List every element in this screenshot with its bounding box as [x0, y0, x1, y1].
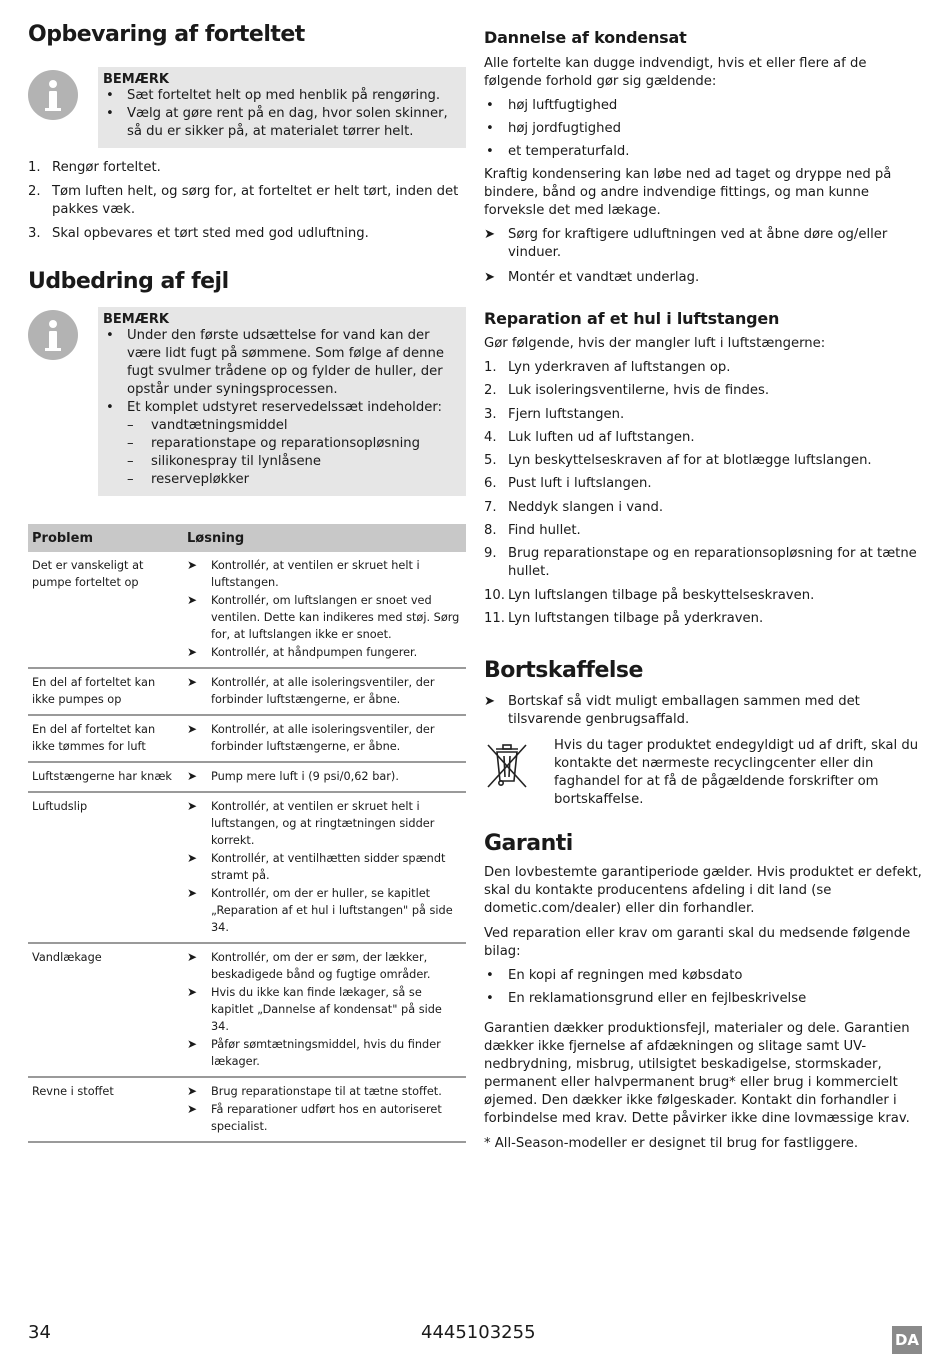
arrow-right-icon: ➤ [187, 886, 198, 900]
repair-step: 2. Luk isoleringsventilerne, hvis de findes. [484, 383, 770, 399]
list-item: • En reklamationsgrund eller en fejlbeskrivelse [484, 990, 924, 1008]
warranty-p2: Ved reparation eller krav om garanti skal du medsende følgende bilag: [484, 925, 911, 959]
solution-item: ➤ Kontrollér, at håndpumpen fungerer. [187, 645, 418, 659]
arrow-right-icon: ➤ [187, 799, 198, 813]
troubleshooting-note-box [98, 307, 466, 496]
solution-item: ➤ Kontrollér, om der er huller, se kapitlet „Reparation af et hul i luftstangen" på side 34. [187, 886, 453, 934]
right-column [484, 28, 924, 1153]
solution-cell [183, 792, 466, 943]
language-badge: DA [892, 1326, 922, 1354]
header-problem: Problem [28, 524, 183, 552]
list-item: • høj jordfugtighed [484, 120, 924, 138]
repair-step: 6. Pust luft i luftslangen. [484, 476, 652, 492]
arrow-right-icon: ➤ [187, 1084, 198, 1098]
repair-step: 11. Lyn luftstangen tilbage på yderkraven. [484, 610, 764, 626]
table-row [28, 715, 466, 762]
warranty-p3: Garantien dækker produktionsfejl, materialer og dele. Garantien dækker ikke fjernelse af afdækningen og slitage samt UV-nedbrydning, misbrug, utilsigtet beskadigelse, stormskader, permanent eller halvpermanent brug* eller brug i kommercielt øjemed. Den dækker ikke følgeskader. Kontakt din forhandler i forbindelse med krav. Dette påvirker ikke dine lovmæssige krav. [484, 1020, 910, 1126]
storage-note [28, 67, 466, 148]
crossed-bin-icon [484, 741, 530, 789]
note-item: • Under den første udsættelse for vand kan der være lidt fugt på sømmene. Som følge af denne fugt svulmer trådene op og fylder de huller, der opstår under syningsprocessen. [103, 327, 458, 399]
warranty-footnote: * All-Season-modeller er designet til brug for fastliggere. [484, 1135, 859, 1151]
repair-intro: Gør følgende, hvis der mangler luft i luftstængerne: [484, 336, 826, 351]
table-row [28, 668, 466, 715]
storage-note-list [103, 87, 458, 141]
arrow-right-icon: ➤ [187, 985, 198, 999]
action-item: ➤ Bortskaf så vidt muligt emballagen sammen med det tilsvarende genbrugsaffald. [484, 693, 860, 727]
problem-cell: En del af forteltet kan ikke tømmes for luft [28, 715, 183, 762]
solution-item: ➤ Kontrollér, om luftslangen er snoet ved ventilen. Dette kan indikeres med støj. Sørg for, at luftslangen ikke er snoet. [187, 593, 460, 641]
repair-step: 4. Luk luften ud af luftstangen. [484, 429, 695, 445]
arrow-right-icon: ➤ [187, 1037, 198, 1051]
repair-step: 3. Fjern luftstangen. [484, 406, 625, 422]
troubleshooting-note [28, 307, 466, 496]
document-number: 4445103255 [421, 1322, 536, 1343]
arrow-right-icon: ➤ [187, 645, 198, 659]
arrow-right-icon: ➤ [187, 769, 198, 783]
info-icon [28, 70, 78, 120]
storage-step: 2. Tøm luften helt, og sørg for, at forteltet er helt tørt, inden det pakkes væk. [28, 184, 459, 217]
table-row [28, 943, 466, 1077]
arrow-right-icon: ➤ [187, 722, 198, 736]
list-item: • En kopi af regningen med købsdato [484, 967, 924, 985]
table-header-row [28, 524, 466, 552]
solution-item: ➤ Kontrollér, at ventilen er skruet helt i luftstangen. [187, 558, 420, 589]
problem-cell: Luftudslip [28, 792, 183, 943]
solution-cell [183, 715, 466, 762]
troubleshooting-table [28, 524, 466, 1143]
table-row [28, 762, 466, 792]
arrow-right-icon: ➤ [187, 558, 198, 572]
repair-step: 9. Brug reparationstape og en reparationsopløsning for at tætne hullet. [484, 546, 917, 580]
repair-step: 10. Lyn luftslangen tilbage på beskyttelseskraven. [484, 587, 815, 603]
condensation-actions [484, 226, 924, 287]
repair-step: 7. Neddyk slangen i vand. [484, 499, 664, 515]
note-item: • Sæt forteltet helt op med henblik på rengøring. [103, 87, 458, 105]
troubleshooting-heading: Udbedring af fejl [28, 269, 229, 294]
kit-item: – vandtætningsmiddel [103, 417, 458, 435]
table-body [28, 552, 466, 1142]
arrow-right-icon: ➤ [187, 593, 198, 607]
problem-cell: Luftstængerne har knæk [28, 762, 183, 792]
solution-item: ➤ Pump mere luft i (9 psi/0,62 bar). [187, 769, 399, 783]
kit-item: – silikonespray til lynlåsene [103, 453, 458, 471]
page-number: 34 [28, 1322, 51, 1343]
solution-cell [183, 762, 466, 792]
solution-cell [183, 668, 466, 715]
solution-item: ➤ Brug reparationstape til at tætne stoffet. [187, 1084, 442, 1098]
solution-item: ➤ Kontrollér, at alle isoleringsventiler, der forbinder luftstængerne, er åbne. [187, 722, 435, 753]
problem-cell: Vandlækage [28, 943, 183, 1077]
note-label: BEMÆRK [103, 312, 169, 327]
solution-item: ➤ Kontrollér, at ventilhætten sidder spændt stramt på. [187, 851, 446, 882]
warranty-list [484, 967, 924, 1008]
disposal-heading: Bortskaffelse [484, 657, 643, 683]
info-icon [28, 310, 78, 360]
solution-item: ➤ Få reparationer udført hos en autoriseret specialist. [187, 1102, 442, 1133]
table-row [28, 792, 466, 943]
arrow-right-icon: ➤ [484, 270, 496, 285]
solution-item: ➤ Kontrollér, at ventilen er skruet helt i luftstangen, og at ringtætningen sidder korrekt. [187, 799, 435, 847]
action-item: ➤ Montér et vandtæt underlag. [484, 270, 700, 285]
arrow-right-icon: ➤ [484, 227, 496, 242]
note-label: BEMÆRK [103, 72, 169, 87]
warranty-heading: Garanti [484, 830, 573, 856]
storage-step: 1. Rengør forteltet. [28, 160, 161, 175]
troubleshooting-note-list [103, 327, 458, 489]
arrow-right-icon: ➤ [187, 675, 198, 689]
condensation-heading: Dannelse af kondensat [484, 28, 687, 47]
solution-cell [183, 552, 466, 668]
note-item: • Vælg at gøre rent på en dag, hvor solen skinner, så du er sikker på, at materialet tørrer helt. [103, 105, 458, 141]
condensation-intro: Alle fortelte kan dugge indvendigt, hvis et eller flere af de følgende forhold gør sig gældende: [484, 56, 867, 89]
repair-step: 5. Lyn beskyttelseskraven af for at blotlægge luftslangen. [484, 453, 872, 469]
arrow-right-icon: ➤ [187, 950, 198, 964]
action-item: ➤ Sørg for kraftigere udluftningen ved at åbne døre og/eller vinduer. [484, 227, 888, 260]
storage-steps [28, 159, 466, 243]
kit-item: – reparationstape og reparationsopløsning [103, 435, 458, 453]
solution-item: ➤ Kontrollér, om der er søm, der lækker, beskadigede bånd og fugtige områder. [187, 950, 431, 981]
warranty-p1: Den lovbestemte garantiperiode gælder. Hvis produktet er defekt, skal du kontakte producentens afdeling i dit land (se dometic.com/dealer) eller din forhandler. [484, 864, 922, 916]
solution-item: ➤ Hvis du ikke kan finde lækager, så se kapitlet „Dannelse af kondensat" på side 34. [187, 985, 442, 1033]
disposal-actions [484, 693, 924, 729]
condensation-list [484, 97, 924, 161]
repair-step: 1. Lyn yderkraven af luftstangen op. [484, 360, 731, 375]
solution-cell [183, 1077, 466, 1142]
table-row [28, 1077, 466, 1142]
solution-cell [183, 943, 466, 1077]
list-item: • høj luftfugtighed [484, 97, 924, 115]
storage-step: 3. Skal opbevares et tørt sted med god udluftning. [28, 226, 369, 241]
table-row [28, 552, 466, 668]
kit-item: – reservepløkker [103, 471, 458, 489]
left-column [28, 22, 466, 1143]
problem-cell: En del af forteltet kan ikke pumpes op [28, 668, 183, 715]
condensation-paragraph: Kraftig kondensering kan løbe ned ad taget og dryppe ned på bindere, bånd og andre indvendige fittings, og man kunne forveksle det med lækage. [484, 167, 892, 218]
weee-block [484, 737, 924, 809]
solution-item: ➤ Kontrollér, at alle isoleringsventiler, der forbinder luftstængerne, er åbne. [187, 675, 435, 706]
arrow-right-icon: ➤ [484, 693, 496, 709]
note-item: • Et komplet udstyret reservedelssæt indeholder: [103, 399, 458, 417]
storage-note-box [98, 67, 466, 148]
problem-cell: Revne i stoffet [28, 1077, 183, 1142]
repair-heading: Reparation af et hul i luftstangen [484, 309, 780, 328]
list-item: • et temperaturfald. [484, 143, 924, 161]
problem-cell: Det er vanskeligt at pumpe forteltet op [28, 552, 183, 668]
arrow-right-icon: ➤ [187, 851, 198, 865]
repair-steps [484, 359, 924, 628]
arrow-right-icon: ➤ [187, 1102, 198, 1116]
header-solution: Løsning [183, 524, 466, 552]
weee-text: Hvis du tager produktet endegyldigt ud af drift, skal du kontakte det nærmeste recyclingcenter eller din faghandel for at få de pågældende forskrifter om bortskaffelse. [554, 737, 919, 807]
storage-heading: Opbevaring af forteltet [28, 22, 305, 47]
repair-step: 8. Find hullet. [484, 523, 581, 539]
solution-item: ➤ Påfør sømtætningsmiddel, hvis du finder lækager. [187, 1037, 441, 1068]
